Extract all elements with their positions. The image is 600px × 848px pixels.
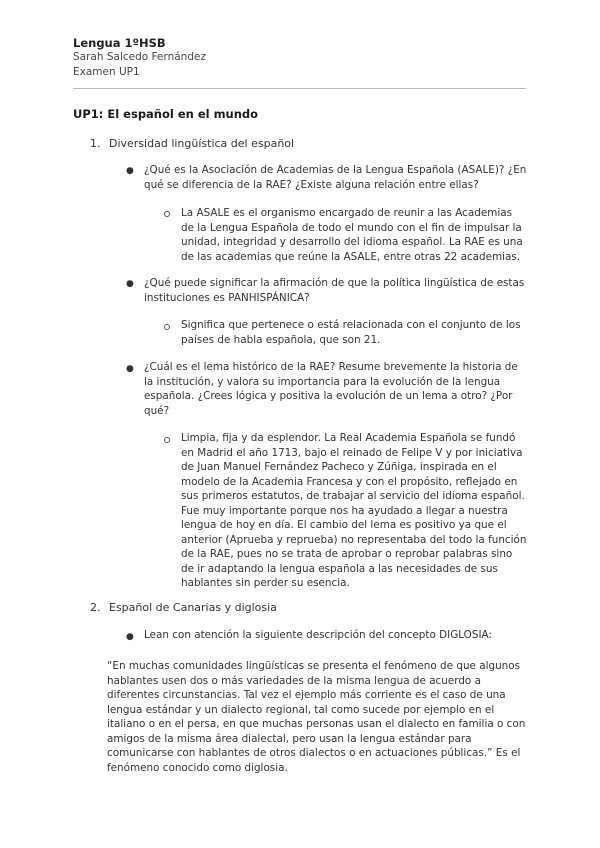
unit-title: UP1: El español en el mundo bbox=[73, 107, 259, 121]
bullet-icon: ● bbox=[126, 364, 134, 374]
section-1-title: Diversidad lingüística del español bbox=[109, 137, 295, 150]
bullet-icon: ● bbox=[126, 279, 134, 289]
section-2-number: 2. bbox=[90, 601, 101, 614]
header-divider bbox=[73, 88, 526, 89]
question-3: ¿Cuál es el lema histórico de la RAE? Resume brevemente la historia de la institución, y valora su importancia para la evolución de la lengua española. ¿Crees lógica y positiva la evolución de un lema a otro? ¿Por qué? bbox=[144, 361, 518, 417]
answer-3: Limpia, fija y da esplendor. La Real Academia Española se fundó en Madrid el año 1713, bajo el reinado de Felipe V y por iniciativa de Juan Manuel Fernández Pacheco y Zúñiga, inspirada en el modelo de la Academia Francesa y con el propósito, reflejado en sus primeros estatutos, de trabajar al servicio del idioma español. Fue muy importante porque nos ha ayudado a llegar a nuestra lengua de hoy en día. El cambio del lema es positivo ya que el anterior (Aprueba y reprueba) no representaba del todo la función de la RAE, pues no se trata de aprobar o reprobar palabras sino de ir adaptando la lengua española a las necesidades de sus hablantes sin perder su esencia. bbox=[181, 432, 527, 589]
course-title: Lengua 1ºHSB bbox=[73, 36, 166, 50]
section-1-number: 1. bbox=[90, 137, 101, 150]
question-1: ¿Qué es la Asociación de Academias de la Lengua Española (ASALE)? ¿En qué se diferencia de la RAE? ¿Existe alguna relación entre ellas? bbox=[144, 164, 527, 191]
answer-1: La ASALE es el organismo encargado de reunir a las Academias de la Lengua Española de todo el mundo con el fin de impulsar la unidad, integridad y desarrollo del idioma español. La RAE es una de las academias que reúne la ASALE, entre otras 22 academias. bbox=[181, 207, 523, 263]
question-2: ¿Qué puede significar la afirmación de que la política lingüística de estas instituciones es PANHISPÁNICA? bbox=[144, 277, 525, 304]
answer-2: Significa que pertenece o está relacionada con el conjunto de los países de habla española, que son 21. bbox=[181, 319, 521, 346]
exam-name: Examen UP1 bbox=[73, 66, 140, 78]
bullet-icon: ● bbox=[126, 166, 134, 176]
diglosia-quote: “En muchas comunidades lingüísticas se presenta el fenómeno de que algunos hablantes usen dos o más variedades de la misma lengua de acuerdo a diferentes circunstancias. Tal vez el ejemplo más corriente es el caso de una lengua estándar y un dialecto regional, tal como sucede por ejemplo en el italiano o en el persa, en que muchas personas usan el dialecto en familia o con amigos de la misma área dialectal, pero usan la lengua estándar para comunicarse con hablantes de otros dialectos o en actuaciones públicas.” Es el fenómeno conocido como diglosia. bbox=[107, 660, 526, 774]
question-4: Lean con atención la siguiente descripción del concepto DIGLOSIA: bbox=[144, 629, 492, 641]
circle-bullet-icon bbox=[164, 324, 170, 330]
author-name: Sarah Salcedo Fernández bbox=[73, 51, 206, 63]
bullet-icon: ● bbox=[126, 632, 134, 642]
circle-bullet-icon bbox=[164, 437, 170, 443]
section-2-title: Español de Canarias y diglosia bbox=[109, 601, 277, 614]
circle-bullet-icon bbox=[164, 211, 170, 217]
